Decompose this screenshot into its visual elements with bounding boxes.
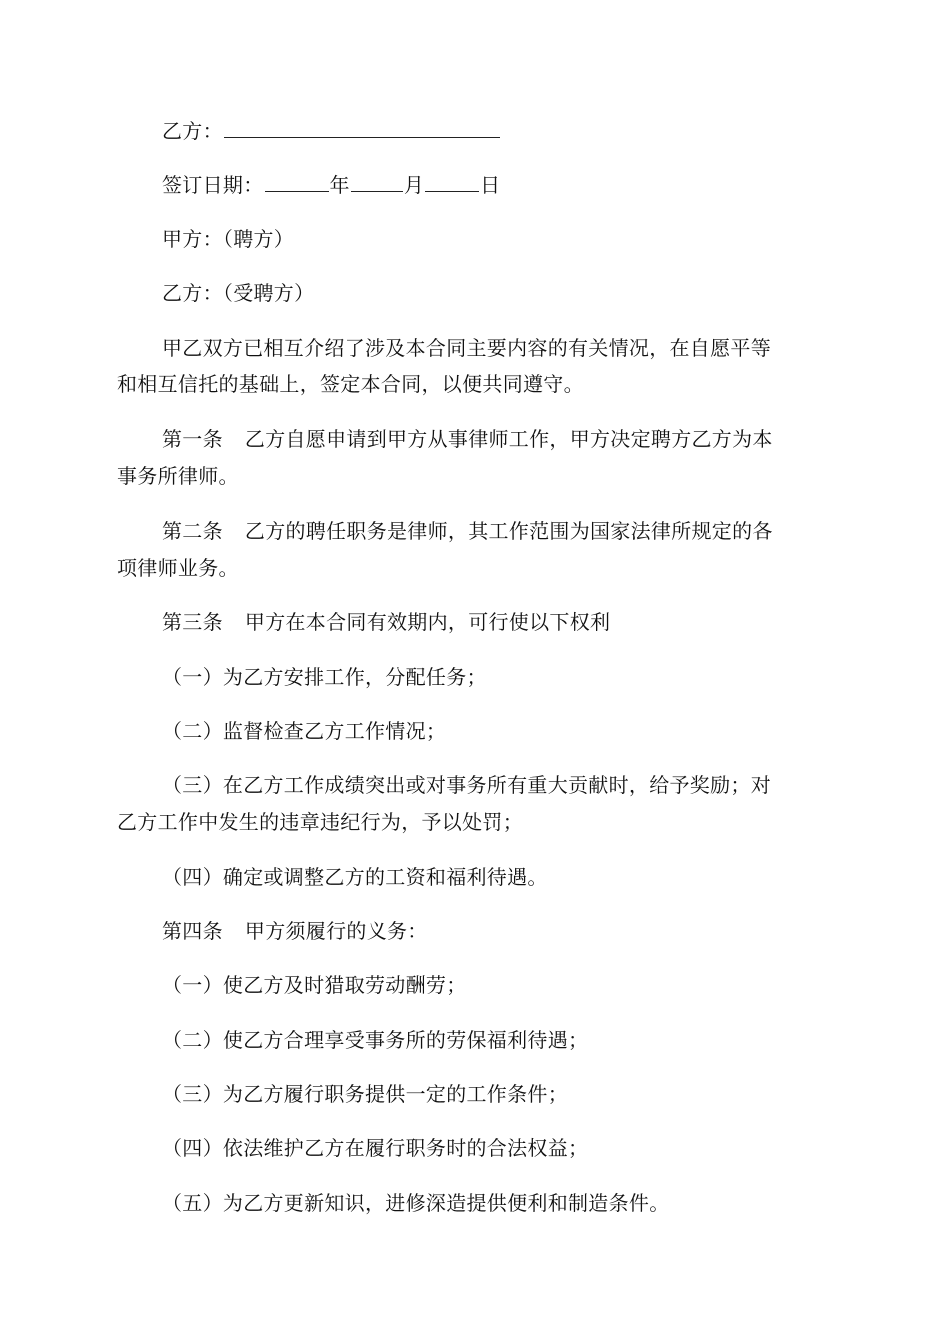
intro-paragraph-line-2: 和相互信托的基础上，签定本合同，以便共同遵守。 [117,372,584,396]
article-2-line-1 [117,514,882,548]
party-b-role-line: 乙方：（受聘方） [162,281,315,305]
day-label: 日 [480,173,501,197]
intro-paragraph-line-1: 甲乙双方已相互介绍了涉及本合同主要内容的有关情况，在自愿平等 [162,336,771,360]
article-4-item-3: （三）为乙方履行职务提供一定的工作条件； [162,1082,568,1106]
year-label: 年 [329,173,350,197]
article-1-line-2: 事务所律师。 [117,464,239,488]
month-label: 月 [403,173,425,197]
article-4-item-2: （二）使乙方合理享受事务所的劳保福利待遇； [162,1028,589,1052]
article-3-text: 甲方在本合同有效期内，可行使以下权利 [244,610,611,634]
article-4-item-1: （一）使乙方及时猎取劳动酬劳； [162,973,467,997]
party-b-signature-line [117,114,882,148]
article-4-title: 第四条 [162,919,223,943]
day-blank [425,171,479,192]
party-b-blank [224,117,500,138]
article-3-title: 第三条 [162,610,223,634]
month-blank [351,171,403,192]
article-4-line [117,914,882,948]
article-1-text: 乙方自愿申请到甲方从事律师工作，甲方决定聘方乙方为本 [244,427,773,451]
party-b-label: 乙方： [162,119,223,143]
article-2-title: 第二条 [162,519,223,543]
article-1-line-1 [117,422,882,456]
article-3-line [117,605,882,639]
sign-date-line [117,168,882,202]
party-a-line: 甲方：（聘方） [162,227,295,251]
article-3-item-4: （四）确定或调整乙方的工资和福利待遇。 [162,865,548,889]
article-1-title: 第一条 [162,427,223,451]
article-4-item-4: （四）依法维护乙方在履行职务时的合法权益； [162,1136,589,1160]
article-4-item-5: （五）为乙方更新知识，进修深造提供便利和制造条件。 [162,1191,670,1215]
article-3-item-2: （二）监督检查乙方工作情况； [162,719,447,743]
article-2-text: 乙方的聘任职务是律师，其工作范围为国家法律所规定的各 [244,519,773,543]
article-2-line-2: 项律师业务。 [117,556,239,580]
article-4-text: 甲方须履行的义务： [244,919,428,943]
article-3-item-3-line-1: （三）在乙方工作成绩突出或对事务所有重大贡献时，给予奖励；对 [162,773,771,797]
sign-date-label: 签订日期： [162,173,264,197]
article-3-item-3-line-2: 乙方工作中发生的违章违纪行为，予以处罚； [117,810,523,834]
article-3-item-1: （一）为乙方安排工作，分配任务； [162,665,487,689]
year-blank [265,171,329,192]
